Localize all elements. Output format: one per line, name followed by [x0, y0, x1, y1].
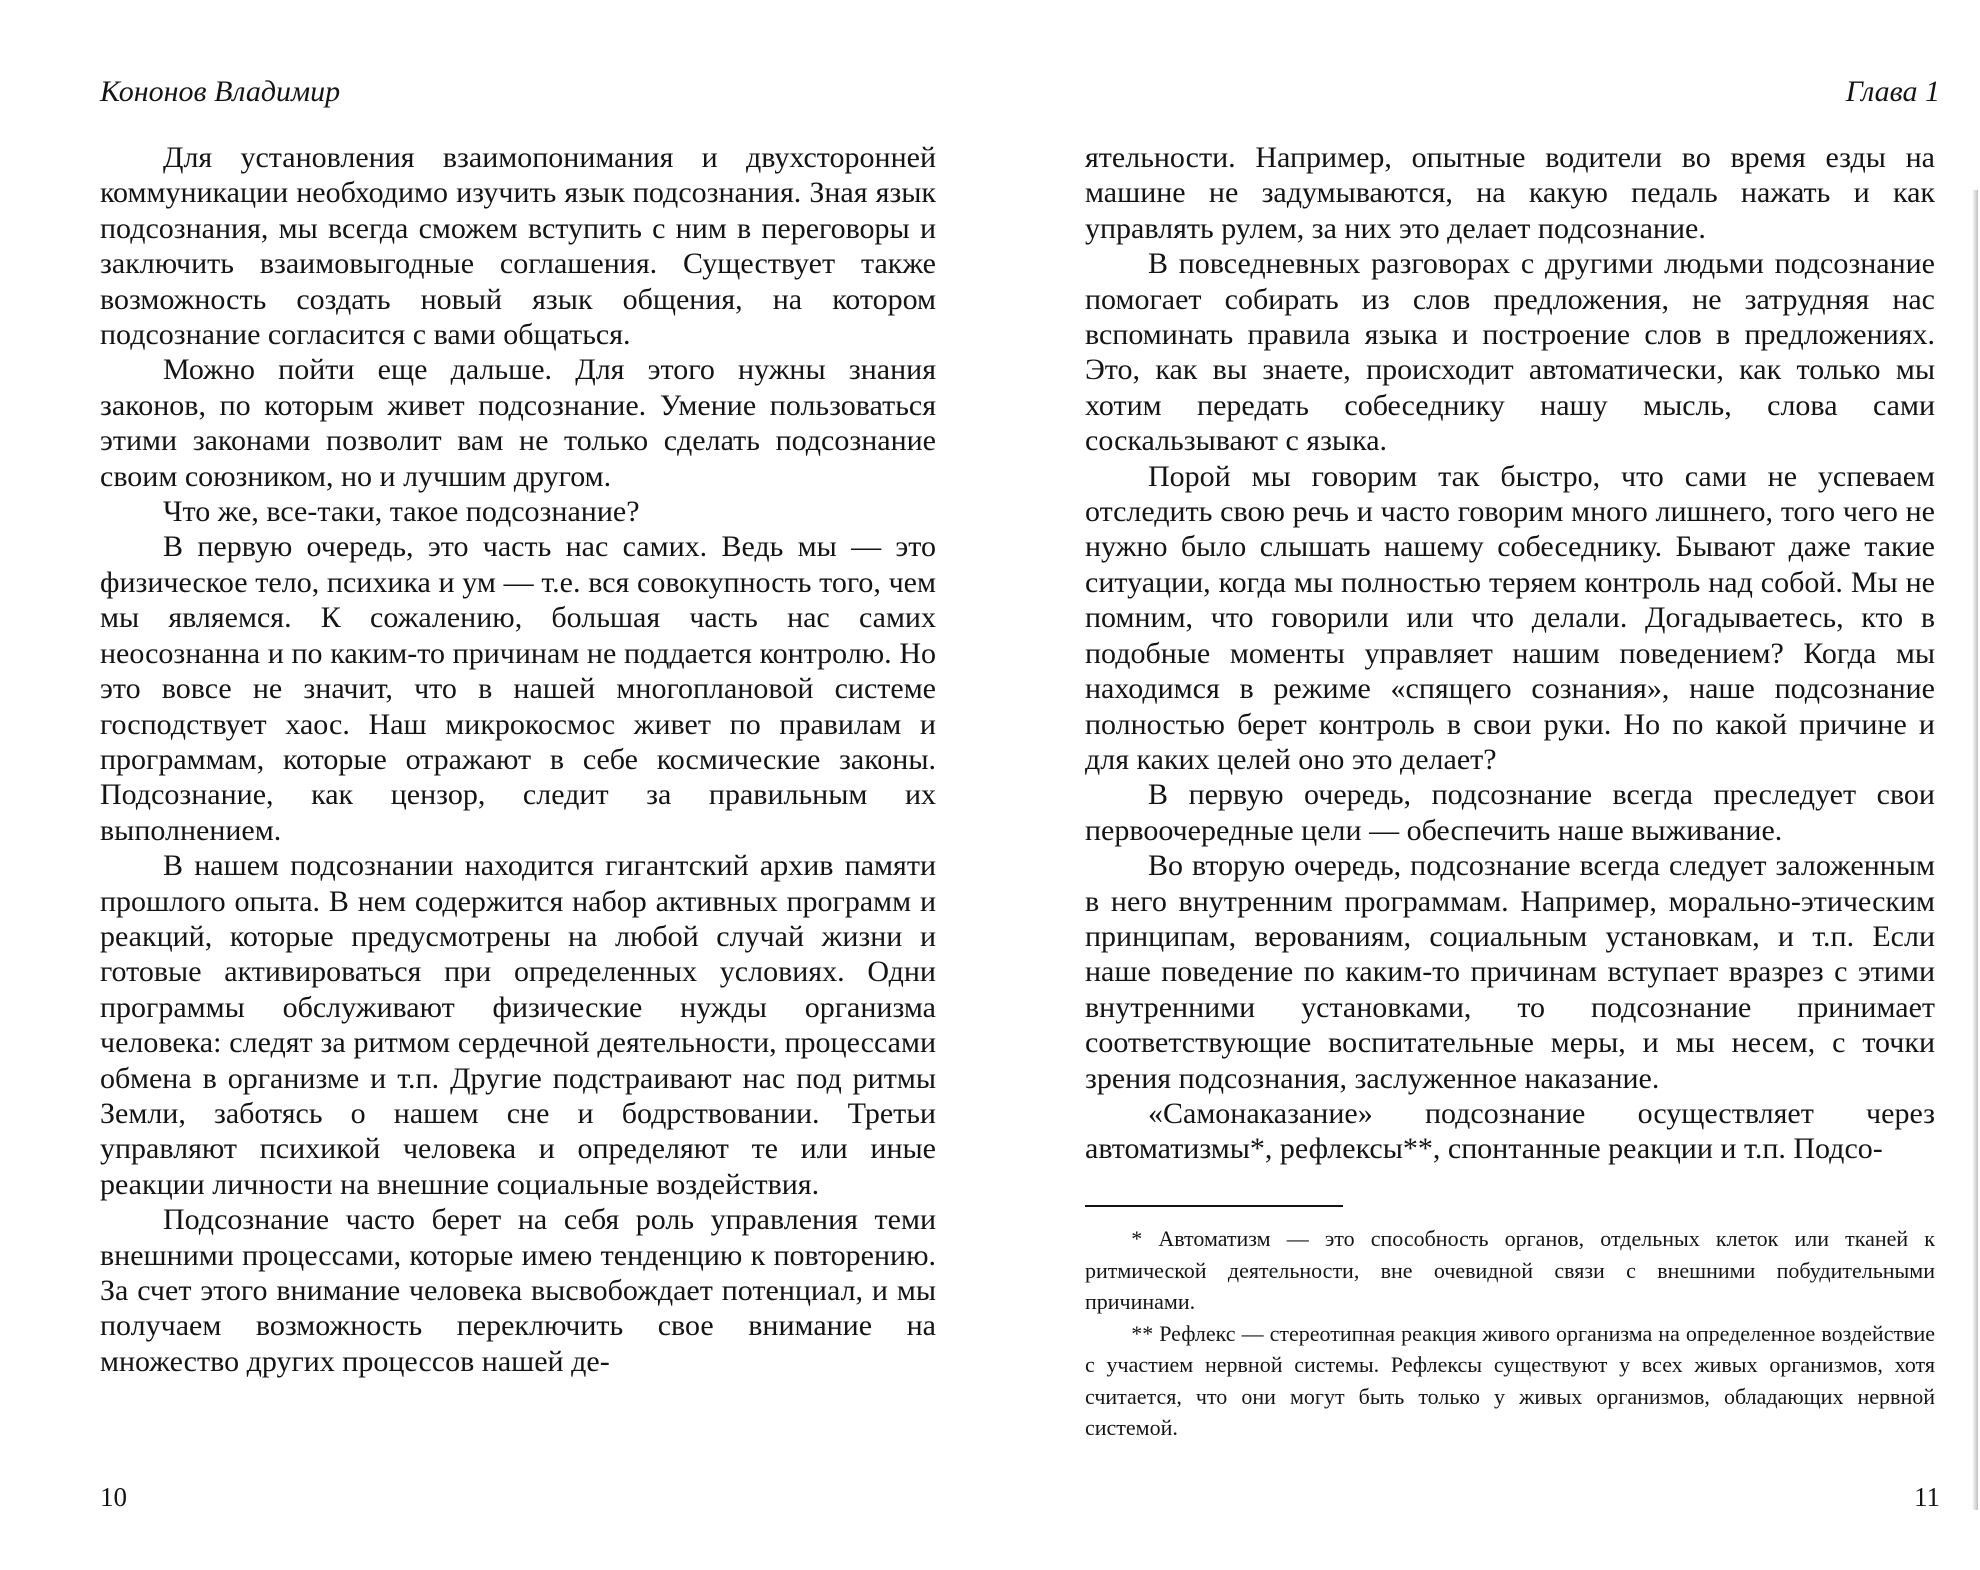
running-head-author: Кононов Владимир: [100, 75, 341, 108]
right-page: [990, 0, 1980, 1570]
paragraph: Можно пойти еще дальше. Для этого нужны знания законов, по которым живет подсознание. Умение пользоваться этими законами позволит вам не только сделать подсознание своим союзником, но и лучшим другом.: [100, 353, 936, 493]
paragraph: В нашем подсознании находится гигантский архив памяти прошлого опыта. В нем содержится набор активных программ и реакций, которые предусмотрены на любой случай жизни и готовые активироваться при определенных условиях. Одни программы обслуживают физические нужды организма человека: следят за ритмом сердечной деятельности, процессами обмена в организме и т.п. Другие подстраивают нас под ритмы Земли, заботясь о нашем сне и бодрствовании. Третьи управляют психикой человека и определяют те или иные реакции личности на внешние социальные воздействия.: [100, 849, 936, 1201]
footnote: * Автоматизм — это способность органов, отдельных клеток или тканей к ритмической деятельности, вне очевидной связи с внешними побудительными причинами.: [1085, 1226, 1935, 1314]
left-page-body: [100, 140, 936, 1379]
paragraph: Во вторую очередь, подсознание всегда следует заложенным в него внутренним программам. Например, морально-этическим принципам, верованиям, социальным установкам, и т.п. Если наше поведение по каким-то причинам вступает вразрез с этими внутренними установками, то подсознание принимает соответствующие воспитательные меры, и мы несем, с точки зрения подсознания, заслуженное наказание.: [1085, 849, 1935, 1095]
paragraph: Для установления взаимопонимания и двухсторонней коммуникации необходимо изучить язык подсознания. Зная язык подсознания, мы всегда сможем вступить с ним в переговоры и заключить взаимовыгодные соглашения. Существует также возможность создать новый язык общения, на котором подсознание согласится с вами общаться.: [100, 141, 936, 352]
paragraph: «Самонаказание» подсознание осуществляет через автоматизмы*, рефлексы**, спонтанные реакции и т.п. Подсо-: [1085, 1096, 1935, 1166]
footnote: ** Рефлекс — стереотипная реакция живого организма на определенное воздействие с участием нервной системы. Рефлексы существуют у всех живых организмов, хотя считается, что они могут быть только у живых организмов, обладающих нервной системой.: [1085, 1320, 1935, 1440]
paragraph: Порой мы говорим так быстро, что сами не успеваем отследить свою речь и часто говорим много лишнего, того чего не нужно было слышать нашему собеседнику. Бывают даже такие ситуации, когда мы полностью теряем контроль над собой. Мы не помним, что говорили или что делали. Догадываетесь, кто в подобные моменты управляет нашим поведением? Когда мы находимся в режиме «спящего сознания», наше подсознание полностью берет контроль в свои руки. Но по какой причине и для каких целей оно это делает?: [1085, 459, 1935, 776]
page-edge-shadow: [1972, 190, 1978, 1510]
page-number: 11: [1914, 1482, 1940, 1512]
page-number: 10: [100, 1482, 127, 1512]
right-page-body: [1085, 140, 1935, 1167]
paragraph: В первую очередь, подсознание всегда преследует свои первоочередные цели — обеспечить наше выживание.: [1085, 778, 1935, 847]
running-head-chapter: Глава 1: [1845, 75, 1940, 108]
paragraph-continuation: ятельности. Например, опытные водители во время езды на машине не задумываются, на какую педаль нажать и как управлять рулем, за них это делает подсознание.: [1085, 141, 1935, 245]
paragraph: В первую очередь, это часть нас самих. Ведь мы — это физическое тело, психика и ум — т.е. вся совокупность того, чем мы являемся. К сожалению, большая часть нас самих неосознанна и по каким-то причинам не поддается контролю. Но это вовсе не значит, что в нашей многоплановой системе господствует хаос. Наш микрокосмос живет по правилам и программам, которые отражают в себе космические законы. Подсознание, как цензор, следит за правильным их выполнением.: [100, 530, 936, 847]
footnote-separator: [1085, 1205, 1343, 1207]
paragraph: В повседневных разговорах с другими людьми подсознание помогает собирать из слов предложения, не затрудняя нас вспоминать правила языка и построение слов в предложениях. Это, как вы знаете, происходит автоматически, как только мы хотим передать собеседнику нашу мысль, слова сами соскальзывают с языка.: [1085, 247, 1935, 458]
paragraph: Подсознание часто берет на себя роль управления теми внешними процессами, которые имею тенденцию к повторению. За счет этого внимание человека высвобождает потенциал, и мы получаем возможность переключить свое внимание на множество других процессов нашей де-: [100, 1203, 936, 1378]
paragraph: Что же, все-таки, такое подсознание?: [163, 495, 640, 529]
footnotes: [1085, 1223, 1935, 1444]
